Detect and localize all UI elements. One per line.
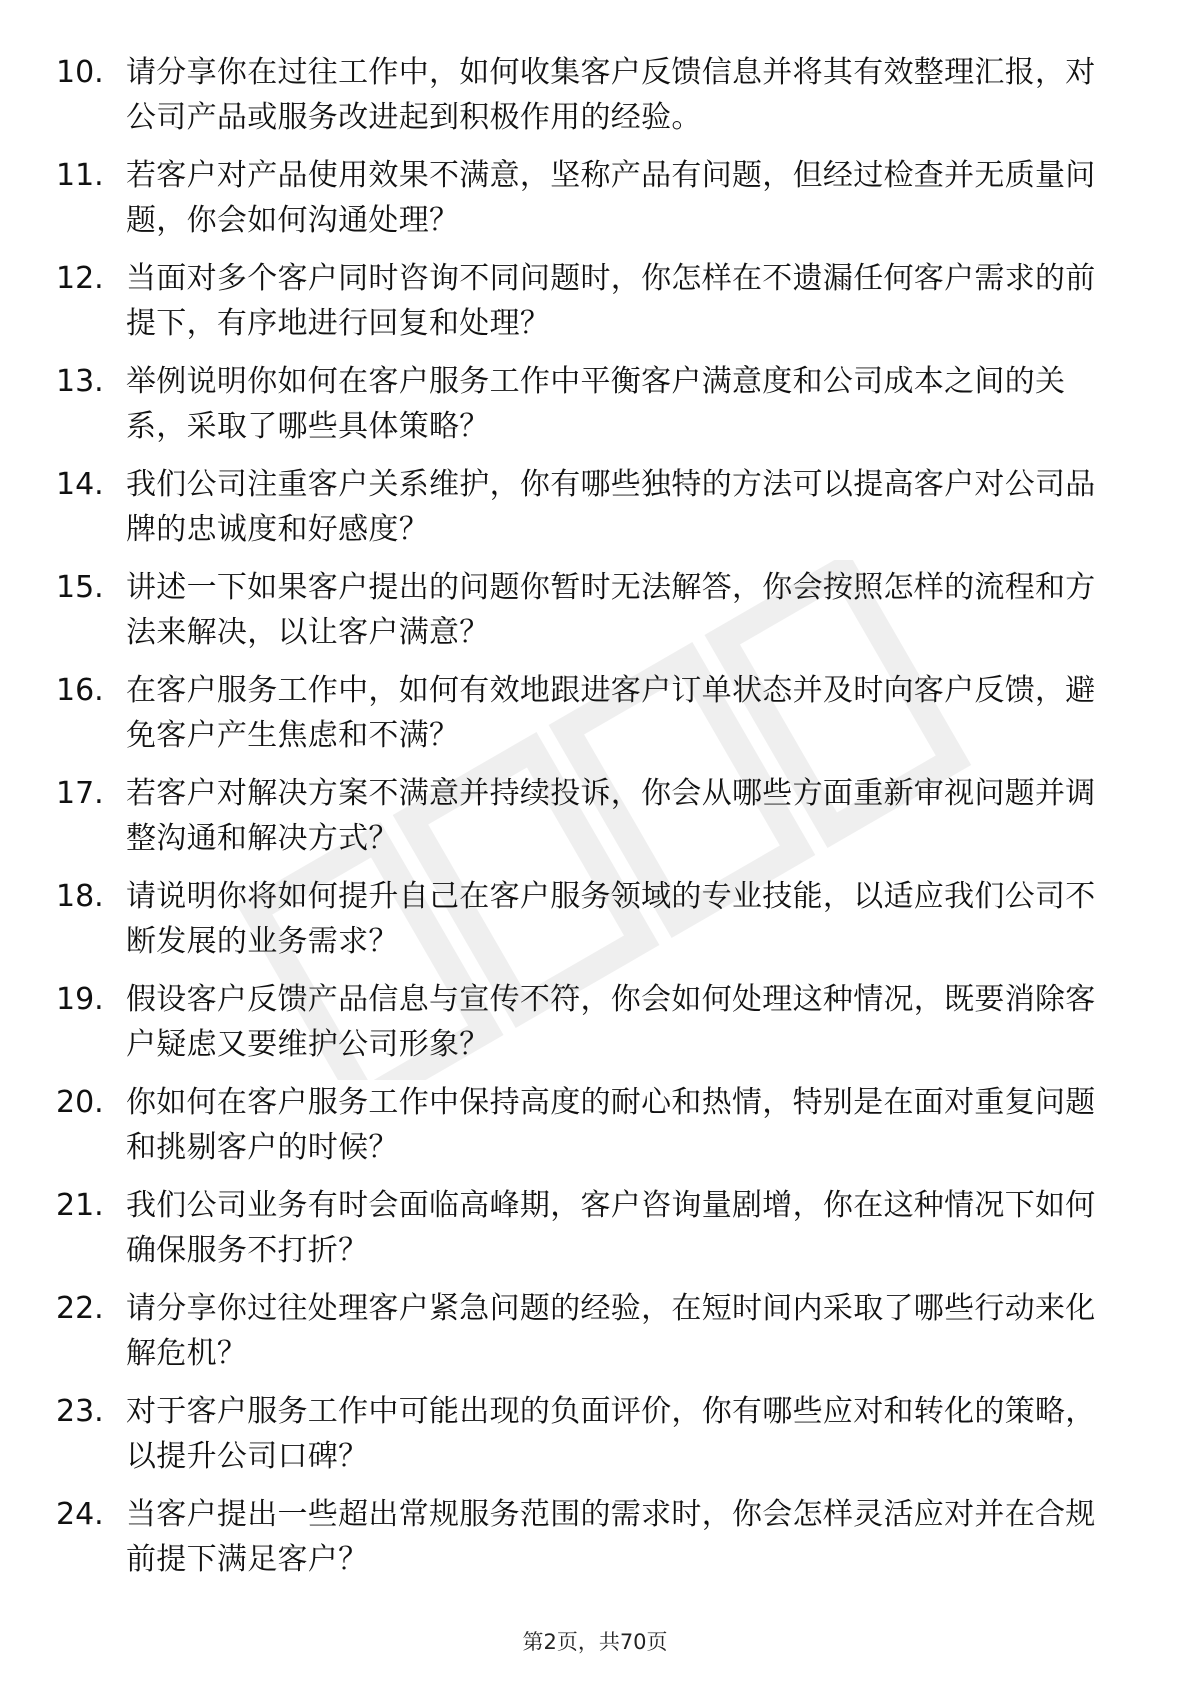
question-number: 18.	[56, 879, 104, 914]
question-item	[56, 565, 1116, 668]
question-number: 12.	[56, 261, 104, 296]
question-text: 讲述一下如果客户提出的问题你暂时无法解答，你会按照怎样的流程和方法来解决，以让客户满意？	[126, 570, 1096, 650]
question-text: 请分享你过往处理客户紧急问题的经验，在短时间内采取了哪些行动来化解危机？	[126, 1291, 1096, 1371]
question-number: 22.	[56, 1291, 104, 1326]
question-text: 假设客户反馈产品信息与宣传不符，你会如何处理这种情况，既要消除客户疑虑又要维护公司形象？	[126, 982, 1096, 1062]
question-number: 11.	[56, 158, 104, 193]
question-item	[56, 256, 1116, 359]
question-text: 我们公司注重客户关系维护，你有哪些独特的方法可以提高客户对公司品牌的忠诚度和好感度？	[126, 467, 1096, 547]
question-text: 对于客户服务工作中可能出现的负面评价，你有哪些应对和转化的策略，以提升公司口碑？	[126, 1394, 1096, 1474]
question-number: 14.	[56, 467, 104, 502]
question-item	[56, 1389, 1116, 1492]
question-number: 17.	[56, 776, 104, 811]
question-text: 你如何在客户服务工作中保持高度的耐心和热情，特别是在面对重复问题和挑剔客户的时候？	[126, 1085, 1096, 1165]
question-item	[56, 153, 1116, 256]
question-item	[56, 50, 1116, 153]
question-item	[56, 462, 1116, 565]
question-text: 请说明你将如何提升自己在客户服务领域的专业技能，以适应我们公司不断发展的业务需求？	[126, 879, 1096, 959]
question-text: 请分享你在过往工作中，如何收集客户反馈信息并将其有效整理汇报，对公司产品或服务改进起到积极作用的经验。	[126, 55, 1096, 135]
page-footer: 第2页，共70页	[522, 1630, 668, 1654]
question-item	[56, 1183, 1116, 1286]
question-item	[56, 771, 1116, 874]
question-text: 当客户提出一些超出常规服务范围的需求时，你会怎样灵活应对并在合规前提下满足客户？	[126, 1497, 1096, 1577]
question-item	[56, 359, 1116, 462]
question-item	[56, 977, 1116, 1080]
question-text: 举例说明你如何在客户服务工作中平衡客户满意度和公司成本之间的关系，采取了哪些具体策略？	[126, 364, 1066, 444]
question-item	[56, 1286, 1116, 1389]
question-item	[56, 1080, 1116, 1183]
question-text: 当面对多个客户同时咨询不同问题时，你怎样在不遗漏任何客户需求的前提下，有序地进行回复和处理？	[126, 261, 1096, 341]
question-number: 21.	[56, 1188, 104, 1223]
question-number: 19.	[56, 982, 104, 1017]
question-number: 15.	[56, 570, 104, 605]
question-number: 16.	[56, 673, 104, 708]
question-text: 若客户对产品使用效果不满意，坚称产品有问题，但经过检查并无质量问题，你会如何沟通处理？	[126, 158, 1096, 238]
question-item	[56, 1492, 1116, 1595]
question-text: 我们公司业务有时会面临高峰期，客户咨询量剧增，你在这种情况下如何确保服务不打折？	[126, 1188, 1096, 1268]
question-text: 若客户对解决方案不满意并持续投诉，你会从哪些方面重新审视问题并调整沟通和解决方式？	[126, 776, 1096, 856]
question-number: 20.	[56, 1085, 104, 1120]
question-item	[56, 668, 1116, 771]
question-number: 10.	[56, 55, 104, 90]
question-number: 24.	[56, 1497, 104, 1532]
question-text: 在客户服务工作中，如何有效地跟进客户订单状态并及时向客户反馈，避免客户产生焦虑和不满？	[126, 673, 1096, 753]
question-number: 23.	[56, 1394, 104, 1429]
question-item	[56, 874, 1116, 977]
question-list	[56, 50, 1116, 1595]
question-number: 13.	[56, 364, 104, 399]
